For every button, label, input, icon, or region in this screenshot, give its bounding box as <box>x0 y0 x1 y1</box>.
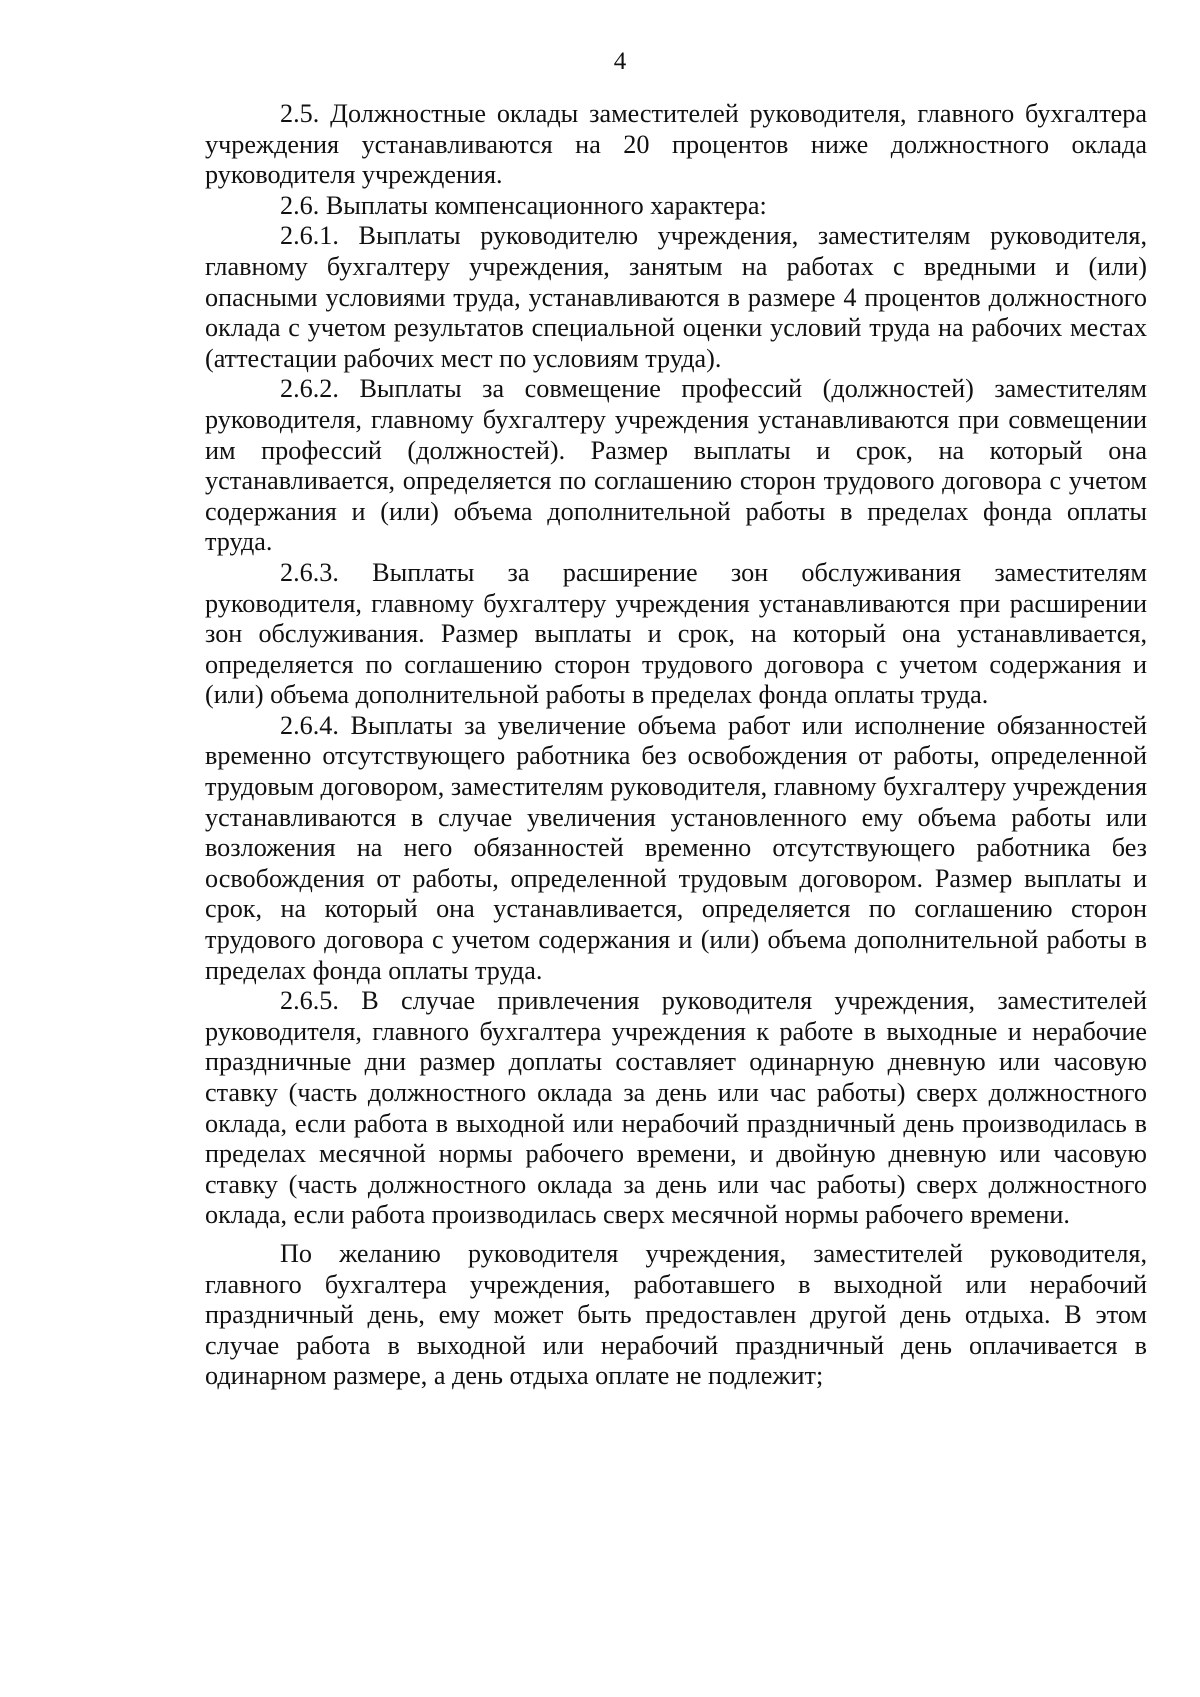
page-number: 4 <box>613 48 627 75</box>
paragraph-day-off: По желанию руководителя учреждения, заместителей руководителя, главного бухгалтера учреждения, работавшего в выходной или нерабочий праздничный день, ему может быть предоставлен другой день отдыха. В этом случае работа в выходной или нерабочий праздничный день оплачивается в одинарном размере, а день отдыха оплате не подлежит; <box>205 1238 1147 1391</box>
paragraph-2-6-3: 2.6.3. Выплаты за расширение зон обслуживания заместителям руководителя, главному бухгалтеру учреждения устанавливаются при расширении зон обслуживания. Размер выплаты и срок, на который она устанавливается, определяется по соглашению сторон трудового договора с учетом содержания и (или) объема дополнительной работы в пределах фонда оплаты труда. <box>205 557 1147 710</box>
paragraph-2-6: 2.6. Выплаты компенсационного характера: <box>280 190 767 220</box>
paragraph-2-6-4: 2.6.4. Выплаты за увеличение объема работ или исполнение обязанностей временно отсутствующего работника без освобождения от работы, определенной трудовым договором, заместителям руководителя, главному бухгалтеру учреждения устанавливаются в случае увеличения установленного ему объема работы или возложения на него обязанностей временно отсутствующего работника без освобождения от работы, определенной трудовым договором. Размер выплаты и срок, на который она устанавливается, определяется по соглашению сторон трудового договора с учетом содержания и (или) объема дополнительной работы в пределах фонда оплаты труда. <box>205 710 1147 985</box>
document-body <box>205 99 1147 1392</box>
paragraph-2-5: 2.5. Должностные оклады заместителей руководителя, главного бухгалтера учреждения устанавливаются на 20 процентов ниже должностного оклада руководителя учреждения. <box>205 99 1147 190</box>
paragraph-2-6-1: 2.6.1. Выплаты руководителю учреждения, заместителям руководителя, главному бухгалтеру учреждения, занятым на работах с вредными и (или) опасными условиями труда, устанавливаются в размере 4 процентов должностного оклада с учетом результатов специальной оценки условий труда на рабочих местах (аттестации рабочих мест по условиям труда). <box>205 221 1147 373</box>
paragraph-2-6-5: 2.6.5. В случае привлечения руководителя учреждения, заместителей руководителя, главного бухгалтера учреждения к работе в выходные и нерабочие праздничные дни размер доплаты составляет одинарную дневную или часовую ставку (часть должностного оклада за день или час работы) сверх должностного оклада, если работа в выходной или нерабочий праздничный день производилась в пределах месячной нормы рабочего времени, и двойную дневную или часовую ставку (часть должностного оклада за день или час работы) сверх должностного оклада, если работа производилась сверх месячной нормы рабочего времени. <box>205 986 1147 1230</box>
paragraph-2-6-2: 2.6.2. Выплаты за совмещение профессий (должностей) заместителям руководителя, главному бухгалтеру учреждения устанавливаются при совмещении им профессий (должностей). Размер выплаты и срок, на который она устанавливается, определяется по соглашению сторон трудового договора с учетом содержания и (или) объема дополнительной работы в пределах фонда оплаты труда. <box>205 374 1147 557</box>
